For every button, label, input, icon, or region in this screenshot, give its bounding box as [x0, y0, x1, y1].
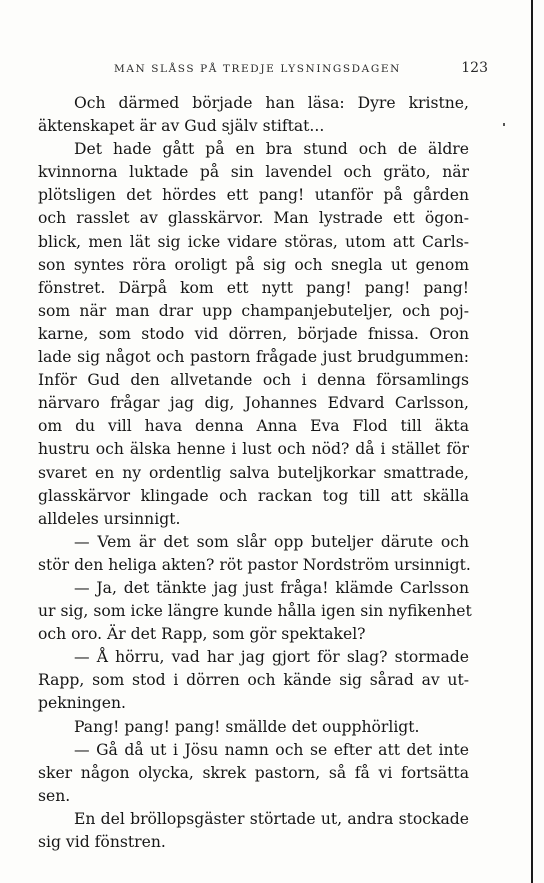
- text-line: ur sig, som icke längre kunde hålla igen sin nyfikenhet: [38, 602, 472, 621]
- text-line: Rapp, som stod i dörren och kände sig sårad av ut-: [38, 671, 469, 690]
- text-line: alldeles ursinnigt.: [38, 509, 181, 528]
- text-line: glasskärvor klingade och rackan tog till att skälla: [38, 486, 469, 505]
- text-line: karne, som stodo vid dörren, började fnissa. Oron: [38, 324, 469, 343]
- text-line: hustru och älska henne i lust och nöd? då i stället för: [38, 440, 469, 459]
- text-line: stör den heliga akten? röt pastor Nordström ursinnigt.: [38, 555, 471, 574]
- text-line: närvaro frågar jag dig, Johannes Edvard Carlsson,: [38, 394, 469, 413]
- text-line: Pang! pang! pang! smällde det oupphörligt.: [74, 717, 420, 736]
- text-line: Inför Gud den allvetande och i denna församlings: [38, 371, 469, 390]
- text-line: sker någon olycka, skrek pastorn, så få vi fortsätta: [38, 763, 469, 782]
- text-line: son syntes röra oroligt på sig och snegla ut genom: [38, 255, 469, 274]
- text-line: och oro. Är det Rapp, som gör spektakel?: [38, 625, 366, 644]
- running-head: [38, 60, 488, 82]
- text-line: plötsligen det hördes ett pang! utanför på gården: [38, 186, 469, 205]
- text-line: — Å hörru, vad har jag gjort för slag? stormade: [74, 648, 469, 667]
- text-line: kvinnorna luktade på sin lavendel och gräto, när: [38, 163, 469, 182]
- text-line: En del bröllopsgäster störtade ut, andra stockade: [74, 809, 469, 828]
- text-line: — Ja, det tänkte jag just fråga! klämde Carlsson: [74, 578, 469, 597]
- body-text: [38, 92, 472, 854]
- text-line: Och därmed började han läsa: Dyre kristne,: [74, 94, 469, 112]
- text-line: äktenskapet är av Gud själv stiftat...: [38, 117, 325, 136]
- text-line: sen.: [38, 786, 71, 805]
- text-line: lade sig något och pastorn frågade just brudgummen:: [38, 348, 469, 367]
- text-line: som när man drar upp champanjebuteljer, och poj-: [38, 301, 469, 320]
- text-line: — Vem är det som slår opp buteljer därute och: [74, 532, 469, 551]
- text-line: och rasslet av glasskärvor. Man lystrade ett ögon-: [38, 209, 469, 228]
- page-number: 123: [461, 60, 488, 76]
- margin-speck: [503, 123, 505, 126]
- text-line: svaret en ny ordentlig salva buteljkorkar smattrade,: [38, 463, 469, 482]
- running-title: MAN SLÅSS PÅ TREDJE LYSNINGSDAGEN: [114, 63, 401, 75]
- text-line: pekningen.: [38, 694, 126, 713]
- page-edge-rule: [531, 0, 533, 883]
- text-line: fönstret. Därpå kom ett nytt pang! pang! pang!: [38, 278, 469, 297]
- text-line: sig vid fönstren.: [38, 833, 166, 851]
- text-line: blick, men lät sig icke vidare störas, utom att Carls-: [38, 232, 469, 251]
- text-line: Det hade gått på en bra stund och de äldre: [74, 140, 469, 159]
- text-line: om du vill hava denna Anna Eva Flod till äkta: [38, 417, 469, 436]
- text-line: — Gå då ut i Jösu namn och se efter att det inte: [74, 740, 469, 759]
